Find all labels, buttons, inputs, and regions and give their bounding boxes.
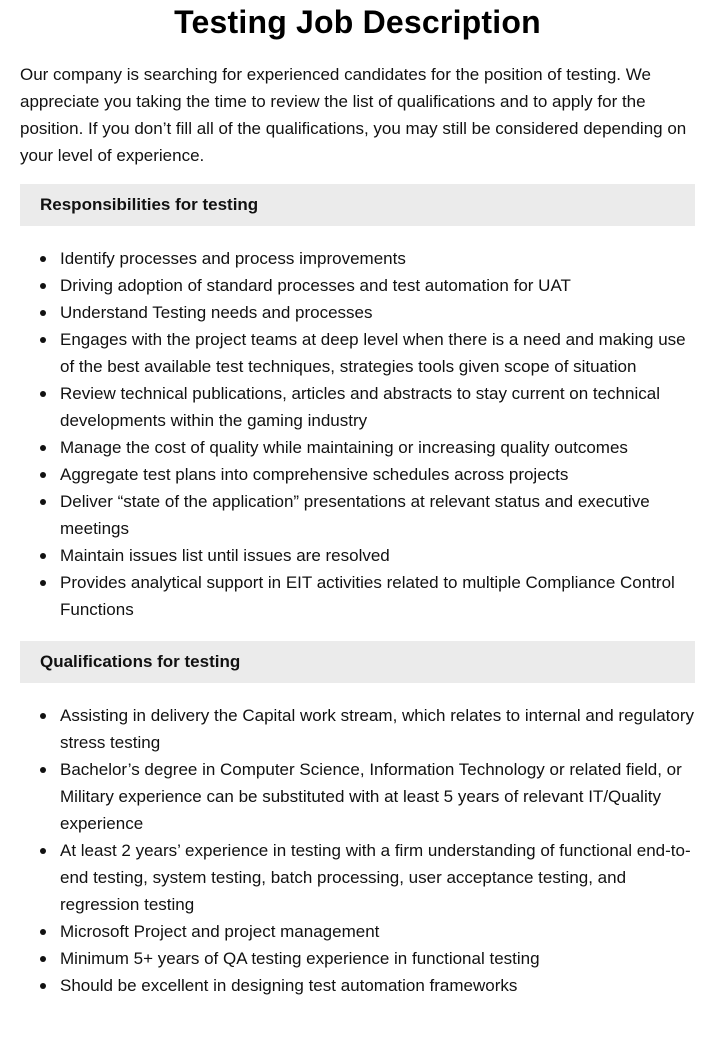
list-item (20, 945, 695, 972)
list-item (20, 245, 695, 272)
list-item-text: Identify processes and process improvements (60, 249, 406, 268)
bullet-icon (40, 445, 46, 451)
intro-paragraph: Our company is searching for experienced candidates for the position of testing. We appreciate you taking the time to review the list of qualifications and to apply for the position. If you don’t fill all of the qualifications, you may still be considered depending on your level of experience. (20, 65, 687, 165)
qualifications-list (20, 683, 695, 999)
list-item-text: At least 2 years’ experience in testing with a firm understanding of functional end-to-end testing, system testing, batch processing, user acceptance testing, and regression testing (60, 841, 691, 914)
bullet-icon (40, 713, 46, 719)
list-item (20, 488, 695, 542)
list-item-text: Provides analytical support in EIT activities related to multiple Compliance Control Functions (60, 573, 675, 619)
list-item (20, 461, 695, 488)
bullet-icon (40, 580, 46, 586)
list-item (20, 299, 695, 326)
list-item (20, 756, 695, 837)
list-item-text: Manage the cost of quality while maintaining or increasing quality outcomes (60, 438, 628, 457)
bullet-icon (40, 929, 46, 935)
list-item-text: Microsoft Project and project management (60, 922, 380, 941)
bullet-icon (40, 983, 46, 989)
list-item (20, 569, 695, 623)
list-item-text: Review technical publications, articles and abstracts to stay current on technical developments within the gaming industry (60, 384, 661, 430)
page-title: Testing Job Description (174, 4, 541, 40)
list-item-text: Aggregate test plans into comprehensive schedules across projects (60, 465, 569, 484)
list-item-text: Should be excellent in designing test automation frameworks (60, 976, 518, 995)
list-item-text: Deliver “state of the application” presentations at relevant status and executive meetings (60, 492, 650, 538)
list-item-text: Minimum 5+ years of QA testing experience in functional testing (60, 949, 540, 968)
qualifications-heading: Qualifications for testing (20, 641, 695, 683)
list-item-text: Engages with the project teams at deep level when there is a need and making use of the best available test techniques, strategies tools given scope of situation (60, 330, 686, 376)
list-item-text: Understand Testing needs and processes (60, 303, 373, 322)
bullet-icon (40, 391, 46, 397)
list-item (20, 918, 695, 945)
list-item (20, 972, 695, 999)
bullet-icon (40, 553, 46, 559)
bullet-icon (40, 767, 46, 773)
list-item (20, 434, 695, 461)
list-item-text: Driving adoption of standard processes and test automation for UAT (60, 276, 571, 295)
list-item-text: Assisting in delivery the Capital work stream, which relates to internal and regulatory stress testing (60, 706, 695, 752)
list-item (20, 380, 695, 434)
responsibilities-list (20, 226, 695, 623)
bullet-icon (40, 956, 46, 962)
bullet-icon (40, 499, 46, 505)
bullet-icon (40, 283, 46, 289)
list-item (20, 326, 695, 380)
job-description-page (20, 0, 695, 999)
bullet-icon (40, 848, 46, 854)
list-item (20, 702, 695, 756)
list-item (20, 542, 695, 569)
list-item (20, 272, 695, 299)
responsibilities-heading: Responsibilities for testing (20, 184, 695, 226)
bullet-icon (40, 256, 46, 262)
list-item-text: Maintain issues list until issues are resolved (60, 546, 390, 565)
bullet-icon (40, 310, 46, 316)
bullet-icon (40, 472, 46, 478)
list-item-text: Bachelor’s degree in Computer Science, Information Technology or related field, or Military experience can be substituted with at least 5 years of relevant IT/Quality experience (60, 760, 682, 833)
list-item (20, 837, 695, 918)
bullet-icon (40, 337, 46, 343)
